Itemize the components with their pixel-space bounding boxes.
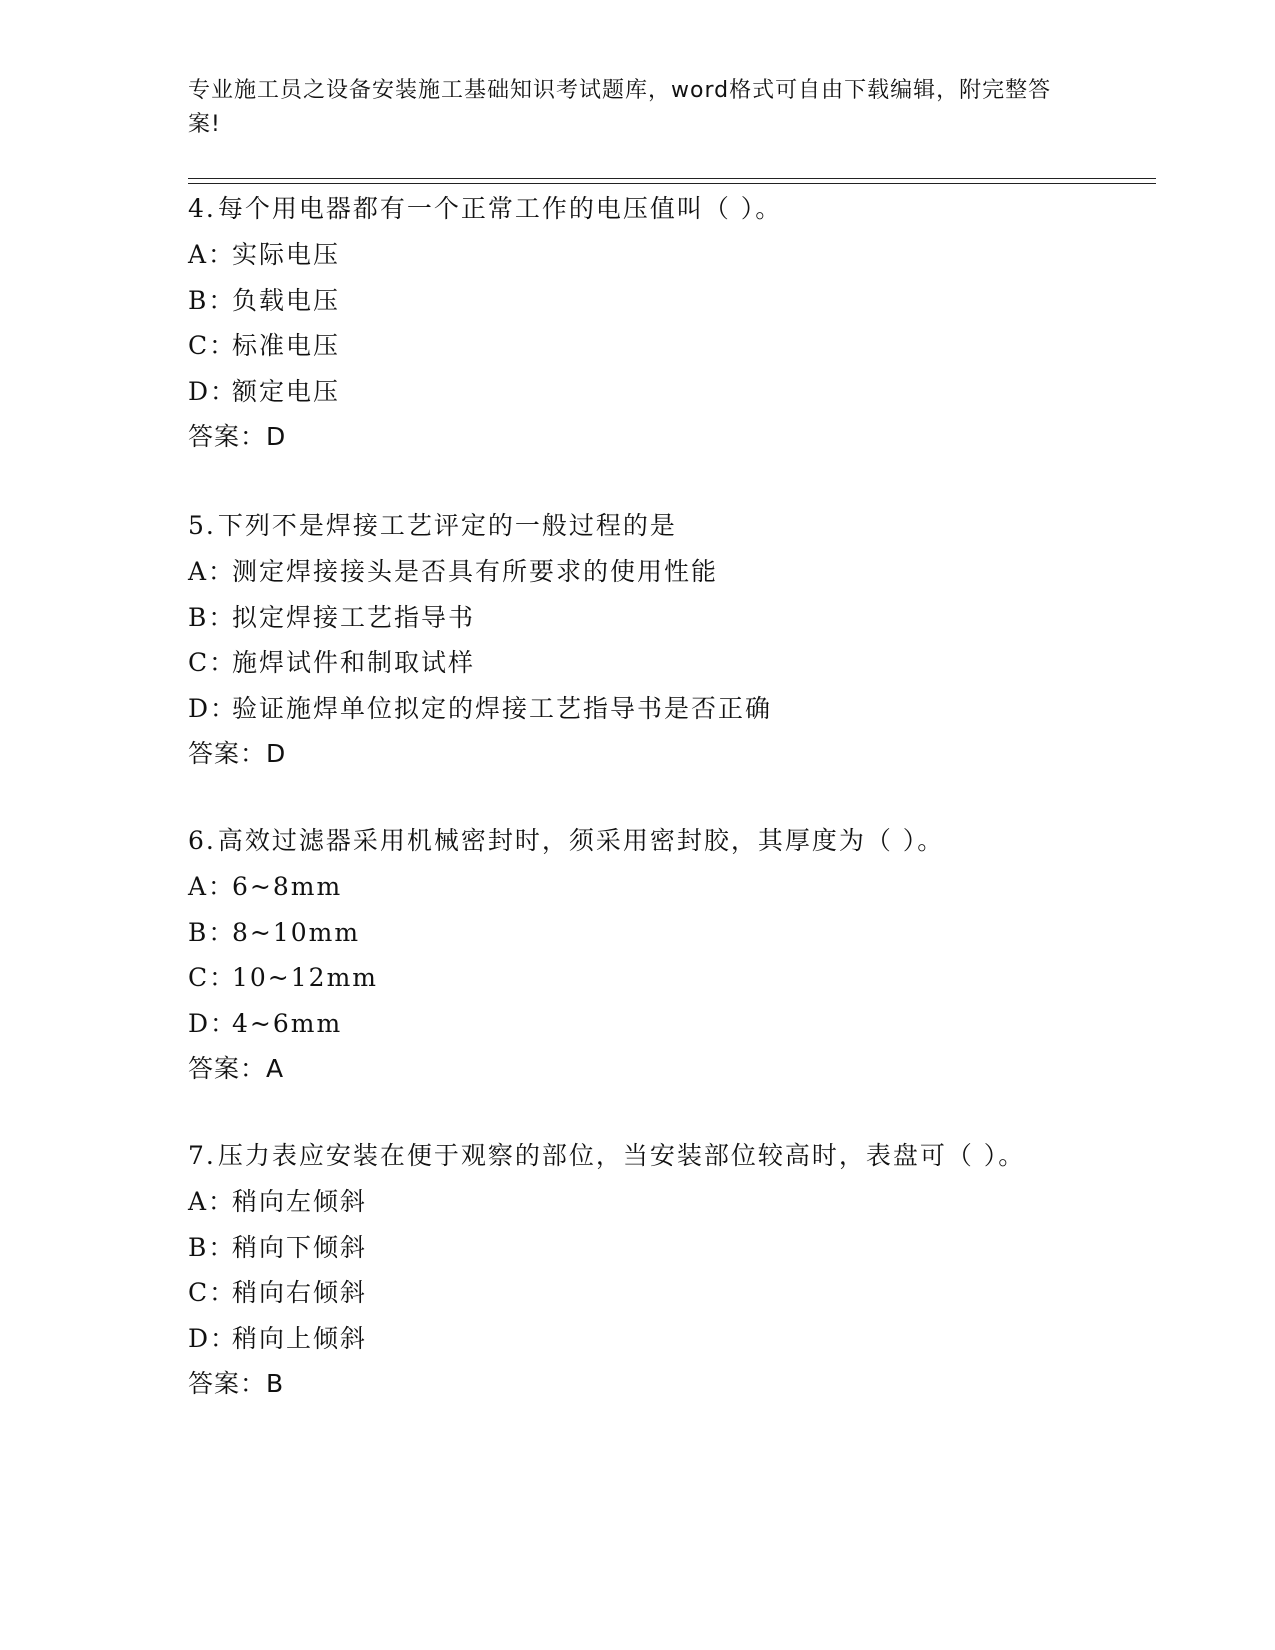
header-divider-top bbox=[188, 178, 1156, 179]
answer: 答案：D bbox=[188, 422, 287, 451]
option-letter: D： bbox=[188, 376, 238, 406]
answer: 答案：B bbox=[188, 1369, 285, 1398]
option-letter: C： bbox=[188, 648, 237, 677]
document-header: 专业施工员之设备安装施工基础知识考试题库，word格式可自由下载编辑，附完整答案! bbox=[188, 78, 1052, 137]
option-c bbox=[188, 955, 1088, 1001]
option-b bbox=[188, 595, 1088, 641]
option-letter: C： bbox=[188, 963, 237, 992]
option-letter: A： bbox=[188, 872, 236, 901]
option-text: 6~8mm bbox=[232, 872, 343, 901]
question-text: 高效过滤器采用机械密封时，须采用密封胶，其厚度为（ ）。 bbox=[217, 826, 945, 855]
question-number: 5. bbox=[188, 511, 216, 540]
question-title bbox=[188, 818, 1088, 864]
option-letter: B： bbox=[188, 1232, 236, 1262]
option-letter: A： bbox=[188, 240, 236, 269]
option-c bbox=[188, 323, 1088, 369]
answer: 答案：D bbox=[188, 739, 287, 768]
option-d bbox=[188, 1001, 1088, 1047]
question-number: 4. bbox=[188, 194, 216, 223]
option-text: 稍向上倾斜 bbox=[232, 1323, 368, 1353]
question-5 bbox=[188, 503, 1088, 777]
option-text: 4~6mm bbox=[232, 1008, 343, 1038]
option-letter: D： bbox=[188, 1008, 238, 1038]
header-divider-bottom bbox=[188, 183, 1156, 184]
option-text: 稍向右倾斜 bbox=[232, 1278, 368, 1307]
option-text: 拟定焊接工艺指导书 bbox=[232, 602, 476, 632]
option-letter: B： bbox=[188, 602, 236, 632]
option-text: 稍向左倾斜 bbox=[232, 1187, 368, 1216]
option-b bbox=[188, 910, 1088, 956]
option-text: 标准电压 bbox=[232, 331, 341, 360]
question-text: 每个用电器都有一个正常工作的电压值叫（ ）。 bbox=[217, 194, 783, 223]
option-a bbox=[188, 1179, 1088, 1225]
option-d bbox=[188, 369, 1088, 415]
option-d bbox=[188, 1316, 1088, 1362]
option-text: 负载电压 bbox=[232, 285, 341, 315]
option-letter: B： bbox=[188, 285, 236, 315]
option-letter: A： bbox=[188, 557, 236, 586]
question-6 bbox=[188, 818, 1088, 1092]
option-b bbox=[188, 1225, 1088, 1271]
option-a bbox=[188, 864, 1088, 910]
option-letter: B： bbox=[188, 917, 236, 947]
question-text: 压力表应安装在便于观察的部位，当安装部位较高时，表盘可（ ）。 bbox=[217, 1141, 1026, 1170]
option-text: 8~10mm bbox=[232, 917, 361, 947]
option-a bbox=[188, 549, 1088, 595]
option-letter: C： bbox=[188, 1278, 237, 1307]
question-4 bbox=[188, 186, 1088, 460]
answer: 答案：A bbox=[188, 1054, 285, 1083]
option-c bbox=[188, 640, 1088, 686]
option-letter: D： bbox=[188, 693, 238, 723]
question-7 bbox=[188, 1133, 1088, 1407]
question-number: 6. bbox=[188, 826, 216, 855]
question-text: 下列不是焊接工艺评定的一般过程的是 bbox=[217, 511, 677, 540]
question-title bbox=[188, 503, 1088, 549]
option-a bbox=[188, 232, 1088, 278]
question-title bbox=[188, 186, 1088, 232]
option-letter: A： bbox=[188, 1187, 236, 1216]
option-text: 10~12mm bbox=[232, 963, 378, 992]
option-text: 施焊试件和制取试样 bbox=[232, 648, 476, 677]
option-letter: C： bbox=[188, 331, 237, 360]
question-title bbox=[188, 1133, 1048, 1179]
option-d bbox=[188, 686, 1088, 732]
option-c bbox=[188, 1270, 1088, 1316]
option-text: 实际电压 bbox=[232, 240, 341, 269]
option-text: 稍向下倾斜 bbox=[232, 1232, 368, 1262]
option-letter: D： bbox=[188, 1323, 238, 1353]
question-number: 7. bbox=[188, 1141, 216, 1170]
option-text: 测定焊接接头是否具有所要求的使用性能 bbox=[232, 557, 719, 586]
option-text: 额定电压 bbox=[232, 376, 341, 406]
option-b bbox=[188, 278, 1088, 324]
option-text: 验证施焊单位拟定的焊接工艺指导书是否正确 bbox=[232, 693, 773, 723]
